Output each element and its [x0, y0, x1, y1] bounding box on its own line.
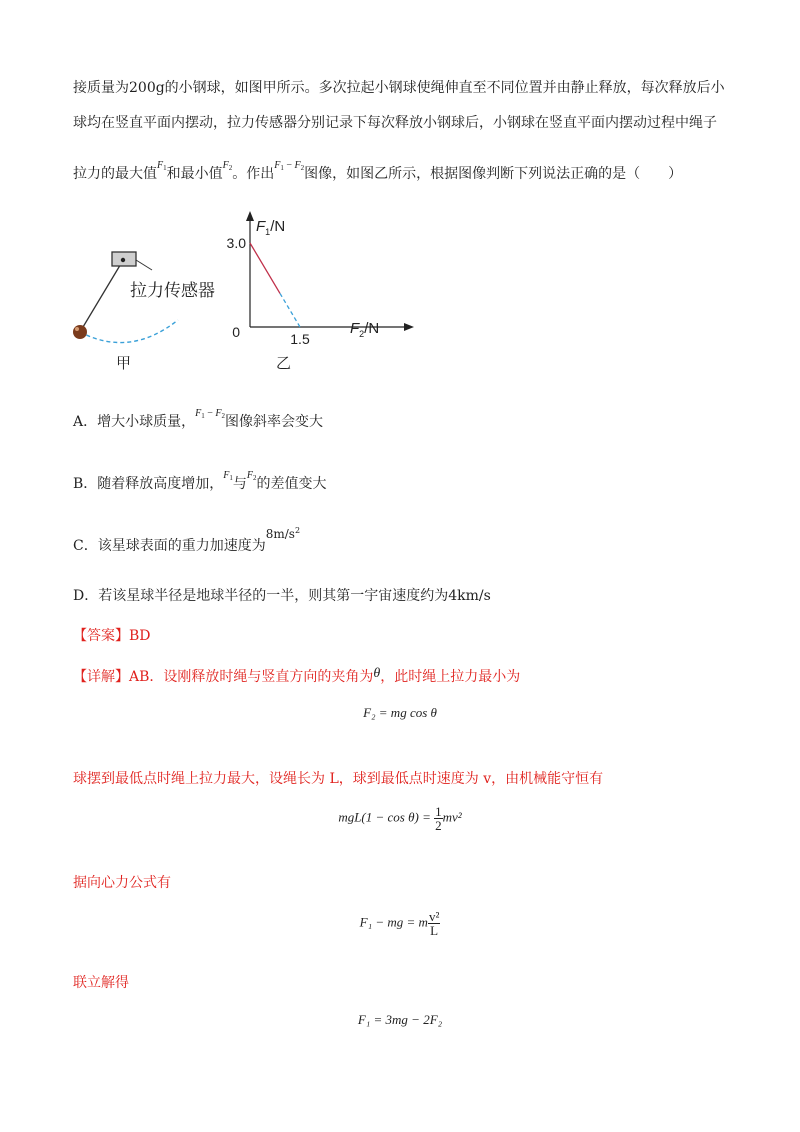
- eq2-fraction: $\frac{1}{2}$: [435, 804, 442, 833]
- series-line-measured: [250, 243, 280, 293]
- option-a-text: A．增大小球质量，: [73, 414, 196, 430]
- option-b-text: B．随着释放高度增加，: [73, 476, 224, 492]
- question-line-3: [73, 160, 683, 183]
- x-axis-arrow: [404, 323, 414, 331]
- y-axis-arrow: [246, 211, 254, 221]
- detail-line-4: 联立解得: [73, 975, 129, 991]
- option-b-text-end: 的差值变大: [256, 476, 327, 492]
- rope: [80, 262, 122, 332]
- detail-text-1: 【详解】AB．设刚释放时绳与竖直方向的夹角为: [73, 669, 374, 685]
- symbol-theta: θ: [373, 666, 381, 681]
- eq3-lhs: F₁ − mg = m: [359, 914, 428, 930]
- swing-arc: [80, 320, 178, 343]
- equation-3: [0, 910, 800, 937]
- symbol-F2: F2: [222, 160, 233, 172]
- detail-line-3: 据向心力公式有: [73, 875, 171, 891]
- symbol-F1-F2: F1 − F2: [274, 160, 305, 172]
- option-b: [73, 470, 327, 493]
- symbol-F1-b: F1: [223, 470, 233, 482]
- x-axis-label: $F_2/N$: [350, 320, 380, 339]
- question-line-2: 球均在竖直平面内摆动，拉力传感器分别记录下每次释放小钢球后，小钢球在竖直平面内摆动过程中绳子: [73, 115, 717, 131]
- equation-1: F₂ = mg cos θ: [363, 705, 437, 720]
- eq2-rhs: mv²: [442, 809, 462, 825]
- x-axis-label-sub: 2: [359, 329, 365, 339]
- symbol-F1-F2-a: F1 − F2: [195, 408, 225, 420]
- equation-2: [0, 805, 800, 832]
- sensor-label: 拉力传感器: [130, 281, 215, 300]
- question-line-1: 接质量为200g的小钢球，如图甲所示。多次拉起小钢球使绳伸直至不同位置并由静止释放，每次释放后小: [73, 80, 725, 96]
- option-a-text-end: 图像斜率会变大: [224, 414, 323, 430]
- equation-4: F₁ = 3mg − 2F₂: [357, 1012, 443, 1027]
- question-text-min: 和最小值: [166, 166, 223, 182]
- option-c-value: $8m/s^2$: [265, 526, 301, 541]
- detail-text-1-end: ，此时绳上拉力最小为: [380, 669, 521, 685]
- option-d: D．若该星球半径是地球半径的一半，则其第一宇宙速度约为4km/s: [73, 588, 491, 604]
- question-text-max: 拉力的最大值: [73, 166, 157, 182]
- series-line-extrapolated: [280, 293, 300, 327]
- y-axis-label-sub: 1: [265, 227, 271, 237]
- figure-yi-chart: [220, 205, 420, 375]
- steel-ball-highlight: [75, 327, 79, 331]
- option-c-text: C．该星球表面的重力加速度为: [73, 538, 266, 554]
- sensor-pivot: [121, 258, 125, 262]
- question-text-rest: 图像，如图乙所示，根据图像判断下列说法正确的是（ ）: [304, 166, 683, 182]
- detail-line-2: 球摆到最低点时绳上拉力最大，设绳长为 L，球到最低点时速度为 v，由机械能守恒有: [73, 771, 604, 787]
- caption-yi: 乙: [276, 355, 292, 372]
- steel-ball: [73, 325, 87, 339]
- sensor-leader-line: [136, 260, 152, 270]
- eq3-fraction: $\frac{\text{v²}}{L}$: [428, 909, 440, 938]
- option-c: [73, 526, 301, 555]
- detail-line-1: [73, 666, 520, 686]
- symbol-F1: F1: [157, 160, 167, 172]
- question-text-plot: 。作出: [232, 166, 275, 182]
- y-axis-label: $F_1/N$: [256, 218, 286, 237]
- figure-jia: [60, 240, 240, 380]
- symbol-F2-b: F2: [246, 470, 257, 482]
- eq2-lhs: mgL(1 − cos θ) =: [338, 809, 435, 825]
- answer: 【答案】BD: [73, 628, 151, 644]
- y-tick-label: 3.0: [226, 235, 246, 251]
- option-a: [73, 408, 323, 431]
- x-tick-label: 1.5: [290, 331, 310, 347]
- option-b-text-and: 与: [232, 476, 247, 492]
- origin-label: 0: [232, 324, 240, 340]
- caption-jia: 甲: [116, 355, 132, 372]
